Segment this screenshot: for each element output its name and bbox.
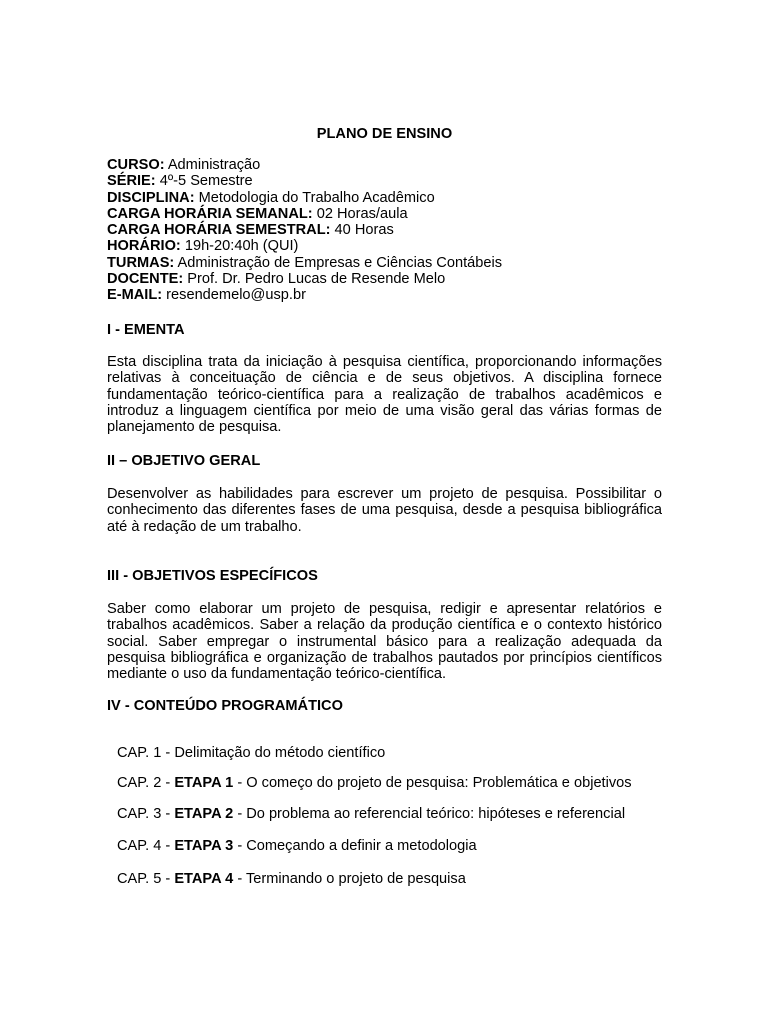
cap-number: CAP. 3 - [117, 806, 175, 822]
document-page [107, 0, 662, 1024]
curso-line [107, 157, 662, 173]
serie-line [107, 173, 662, 189]
turmas-value: Administração de Empresas e Ciências Contábeis [174, 254, 503, 271]
conteudo-heading: IV - CONTEÚDO PROGRAMÁTICO [107, 698, 343, 714]
carga-semanal-value: 02 Horas/aula [312, 205, 408, 222]
docente-label: DOCENTE: [107, 271, 184, 288]
carga-semanal-line [107, 206, 662, 222]
serie-value: 4º-5 Semestre [155, 173, 253, 190]
carga-semanal-label: CARGA HORÁRIA SEMANAL: [107, 205, 313, 222]
horario-value: 19h-20:40h (QUI) [180, 238, 299, 255]
conteudo-item [117, 806, 625, 823]
conteudo-item [117, 775, 632, 792]
conteudo-item [117, 871, 466, 888]
carga-semestral-line [107, 222, 662, 238]
carga-semestral-label: CARGA HORÁRIA SEMESTRAL: [107, 222, 331, 239]
conteudo-item [117, 745, 385, 762]
objetivo-geral-paragraph: Desenvolver as habilidades para escrever um projeto de pesquisa. Possibilitar o conhecimento das diferentes fases de uma pesquisa, desde a pesquisa bibliográfica até à redação de um trabalho. [107, 486, 662, 535]
email-value: resendemelo@usp.br [162, 287, 306, 304]
horario-label: HORÁRIO: [107, 238, 181, 255]
etapa-label: ETAPA 2 [174, 806, 234, 822]
cap-text: - Terminando o projeto de pesquisa [233, 871, 466, 887]
disciplina-line [107, 190, 662, 206]
cap-number: CAP. 2 - [117, 775, 175, 791]
cap-number: CAP. 1 - [117, 745, 175, 761]
etapa-label: ETAPA 4 [174, 871, 234, 887]
objetivos-especificos-paragraph: Saber como elaborar um projeto de pesquisa, redigir e apresentar relatórios e trabalhos acadêmicos. Saber a relação da produção científica e o contexto histórico social. Saber empregar o instrumental básico para a realização adequada da pesquisa bibliográfica e organização de trabalhos pautados por princípios científicos mediante o uso da fundamentação teórico-científica. [107, 601, 662, 683]
disciplina-value: Metodologia do Trabalho Acadêmico [194, 189, 435, 206]
conteudo-item [117, 838, 477, 855]
disciplina-label: DISCIPLINA: [107, 189, 195, 206]
email-line [107, 287, 662, 303]
docente-line [107, 271, 662, 287]
carga-semestral-value: 40 Horas [330, 222, 394, 239]
cap-text: - Do problema ao referencial teórico: hipóteses e referencial [233, 806, 626, 822]
document-title: PLANO DE ENSINO [316, 126, 453, 142]
curso-label: CURSO: [107, 157, 165, 173]
ementa-paragraph: Esta disciplina trata da iniciação à pesquisa científica, proporcionando informações relativas à conceituação de ciência e de seus objetivos. A disciplina fornece fundamentação teórico-científica para a realização de trabalhos acadêmicos e introduz a linguagem científica por meio de uma visão geral das várias formas de planejamento de pesquisa. [107, 354, 662, 436]
cap-text: - O começo do projeto de pesquisa: Problemática e objetivos [233, 775, 632, 791]
curso-value: Administração [164, 157, 261, 173]
cap-text: - Começando a definir a metodologia [233, 838, 477, 854]
serie-label: SÉRIE: [107, 173, 156, 190]
course-header [107, 157, 662, 304]
ementa-heading: I - EMENTA [107, 322, 185, 338]
cap-number: CAP. 5 - [117, 871, 175, 887]
turmas-line [107, 255, 662, 271]
horario-line [107, 238, 662, 254]
email-label: E-MAIL: [107, 287, 163, 304]
etapa-label: ETAPA 1 [174, 775, 234, 791]
docente-value: Prof. Dr. Pedro Lucas de Resende Melo [183, 271, 446, 288]
etapa-label: ETAPA 3 [174, 838, 234, 854]
cap-number: CAP. 4 - [117, 838, 175, 854]
turmas-label: TURMAS: [107, 254, 175, 271]
cap-text: Delimitação do método científico [174, 745, 386, 761]
objetivo-geral-heading: II – OBJETIVO GERAL [107, 453, 261, 469]
objetivos-especificos-heading: III - OBJETIVOS ESPECÍFICOS [107, 568, 318, 584]
